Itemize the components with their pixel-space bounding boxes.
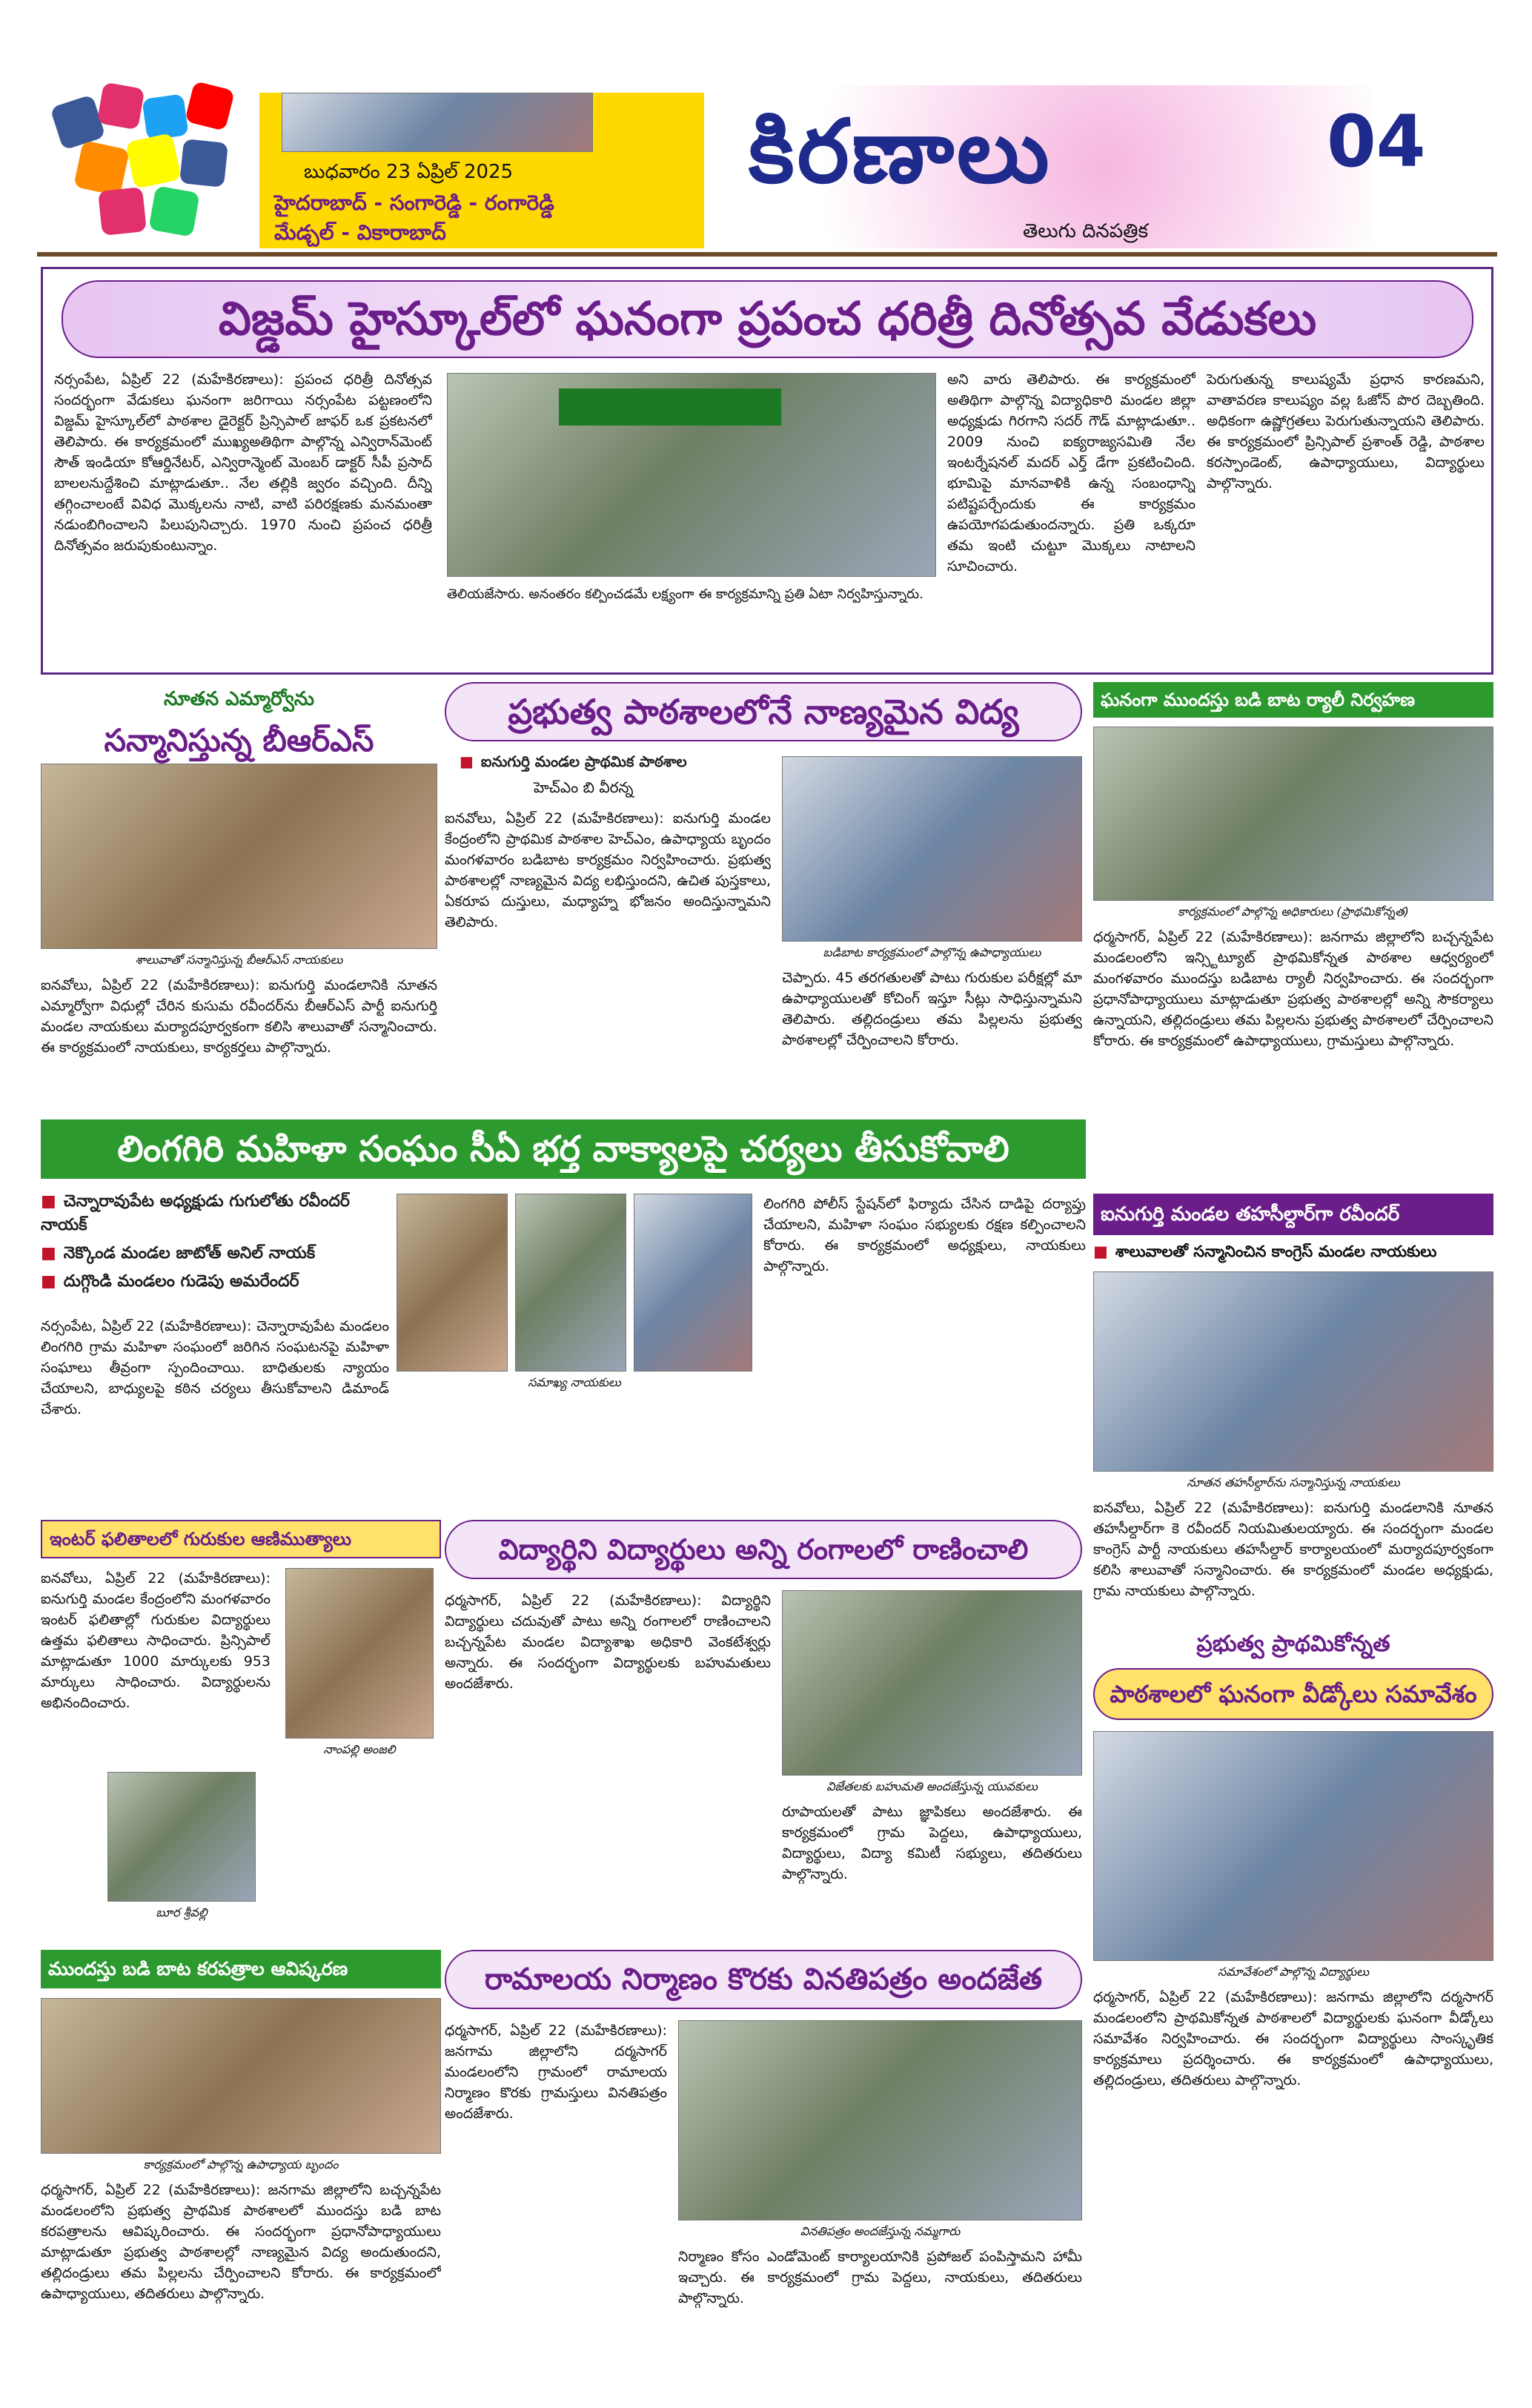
farewell-headline: పాఠశాలలో ఘనంగా వీడ్కోలు సమావేశం (1110, 1680, 1477, 1708)
tahsildar-sub: ■ శాలువాలతో సన్మానించిన కాంగ్రెస్ మండల నాయకులు (1093, 1243, 1436, 1265)
portrait-1 (397, 1194, 508, 1372)
temple-story (445, 1950, 1082, 2387)
farewell-kicker: ప్రభుత్వ ప్రాథమికోన్నత (1196, 1631, 1390, 1657)
paper-name-block (704, 85, 1371, 248)
govt-school-photo (782, 756, 1082, 942)
temple-col1: ధర్మసాగర్, ఏప్రిల్ 22 (మహేకిరణాలు): జనగామ జిల్లాలోని దర్మసాగర్ మండలంలోని గ్రామంలో రామాలయ నిర్మాణం కొరకు గ్రామస్తులు వినతిపత్రం అందజేశారు. (445, 2022, 667, 2122)
inter-headline-bar (41, 1520, 441, 1558)
lead-col-3: పెరుగుతున్న కాలుష్యమే ప్రధాన కారణమని, వాతావరణ కాలుష్యం వల్ల ఓజోన్ పొర దెబ్బతింది. అధికంగా ఉష్ణోగ్రతలు పెరుగుతున్నాయని తెలిపారు. ఈ కార్యక్రమంలో ప్రిన్సిపాల్ ప్రశాంత్ రెడ్డి, పాఠశాల కరస్పాండెంట్, ఉపాధ్యాయులు, విద్యార్థులు పాల్గొన్నారు. (1207, 371, 1485, 492)
inter-headline: ఇంటర్ ఫలితాలలో గురుకుల ఆణిముత్యాలు (50, 1529, 352, 1549)
temple-caption: వినతిపత్రం అందజేస్తున్న నమ్మగారు (800, 2224, 961, 2238)
pamphlets-headline: ముందస్తు బడి బాట కరపత్రాల ఆవిష్కరణ (48, 1958, 348, 1979)
lead-col-1: నర్సంపేట, ఏప్రిల్ 22 (మహేకిరణాలు): ప్రపంచ ధరిత్రీ దినోత్సవ సందర్భంగా వేడుకలు ఘనంగా జరిగాయి నర్సంపేట పట్టణంలోని విజ్డమ్ హైస్కూల్‌లో పాఠశాల డైరెక్టర్ ప్రిన్సిపాల్ జాఫర్ ఒక ప్రకటనలో తెలిపారు. ఈ కార్యక్రమంలో ముఖ్యఅతిథిగా పాల్గొన్న ఎన్విరాన్‌మెంట్ సౌత్ ఇండియా కోఆర్డినేటర్, ఎన్విరాన్మెంట్ మెంబర్ డాక్టర్ సీపీ ప్రసాద్ బాలలనుద్దేశించి మాట్లాడుతూ.. నేల తల్లికి జ్వరం వచ్చింది. దీన్ని తగ్గించాలంటే వివిధ మొక్కలను నాటి, వాటి పరిరక్షణకు మనమంతా నడుంబిగించాలని పిలుపునిచ్చారు. 1970 నుంచి ప్రపంచ ధరిత్రీ దినోత్సవం జరుపుకుంటున్నాం. (54, 371, 432, 554)
portrait-3 (634, 1194, 752, 1372)
student-photo-2 (107, 1772, 256, 1902)
masthead-rule (37, 252, 1497, 257)
mro-photo (41, 764, 437, 949)
students-col2: రూపాయలతో పాటు జ్ఞాపికలు అందజేశారు. ఈ కార్యక్రమంలో గ్రామ పెద్దలు, ఉపాధ్యాయులు, విద్యార్థులు, విద్యా కమిటీ సభ్యులు, తదితరులు పాల్గొన్నారు. (782, 1804, 1082, 1882)
lead-story (41, 267, 1493, 675)
city-skyline-image (282, 93, 593, 152)
masthead-date-banner (259, 93, 719, 248)
govt-school-sub1: ■ ఐనుగుర్తి మండల ప్రాథమిక పాఠశాల (460, 752, 687, 774)
lingagiri-bullet-3: ■ దుగ్గొండి మండలం గుడెపు అమరేందర్ (41, 1270, 389, 1294)
tahsildar-headline: ఐనుగుర్తి మండల తహసీల్దార్‌గా రవీందర్ (1101, 1203, 1400, 1226)
pamphlets-photo (41, 1998, 441, 2154)
farewell-body: ధర్మసాగర్, ఏప్రిల్ 22 (మహేకిరణాలు): జనగామ జిల్లాలోని దర్మసాగర్ మండలంలోని ప్రాథమికోన్నత పాఠశాలలో విద్యార్థులకు ఘనంగా వీడ్కోలు సమావేశం నిర్వహించారు. ఈ సందర్భంగా విద్యార్థులు సాంస్కృతిక కార్యక్రమాలు ప్రదర్శించారు. ఈ కార్యక్రమంలో ఉపాధ్యాయులు, తల్లిదండ్రులు, తదితరులు పాల్గొన్నారు. (1093, 1989, 1493, 2088)
lingagiri-story (41, 1119, 1086, 1512)
pamphlets-story (41, 1950, 441, 2387)
tahsildar-story (1093, 1194, 1493, 1609)
paper-name: కిరణాలు (749, 100, 1052, 202)
lingagiri-bullets (41, 1190, 389, 1294)
tahsildar-photo (1093, 1271, 1493, 1472)
lingagiri-headline: లింగగిరి మహిళా సంఘం సీఏ భర్త వాక్యాలపై చర్యలు తీసుకోవాలి (117, 1128, 1009, 1170)
rally-headline: ఘనంగా ముందస్తు బడి బాట ర్యాలీ నిర్వహణ (1101, 689, 1416, 710)
temple-headline-bar (445, 1950, 1082, 2009)
students-caption: విజేతలకు బహుమతి అందజేస్తున్న యువకులు (826, 1779, 1038, 1793)
pamphlets-body: ధర్మసాగర్, ఏప్రిల్ 22 (మహేకిరణాలు): జనగామ జిల్లాలోని బచ్చన్నపేట మండలంలోని ప్రభుత్వ ప్రాథమిక పాఠశాలలో ముందస్తు బడి బాట కరపత్రాలను ఆవిష్కరించారు. ఈ సందర్భంగా ప్రధానోపాధ్యాయులు మాట్లాడుతూ ప్రభుత్వ పాఠశాలల్లో నాణ్యమైన విద్య అందుతుందని, తల్లిదండ్రులు తమ పిల్లలను చేర్పించాలని కోరారు. ఈ కార్యక్రమంలో ఉపాధ్యాయులు, తదితరులు పాల్గొన్నారు. (41, 2182, 441, 2302)
lead-photo (447, 373, 936, 577)
rally-headline-bar (1093, 682, 1493, 718)
cities-line-2: మేడ్చల్ - వికారాబాద్ (274, 220, 446, 245)
rally-body: ధర్మసాగర్, ఏప్రిల్ 22 (మహేకిరణాలు): జనగామ జిల్లాలోని బచ్చన్నపేట మండలంలోని ఇన్స్టిట్యూట్ ప్రాథమికోన్నత పాఠశాల ఆధ్వర్యంలో మంగళవారం ముందస్తు బడిబాట ర్యాలీ నిర్వహించారు. ఈ సందర్భంగా ప్రధానోపాధ్యాయులు మాట్లాడుతూ ప్రభుత్వ పాఠశాలల్లో అన్ని సౌకర్యాలు ఉన్నాయని, తల్లిదండ్రులు తమ పిల్లలను ప్రభుత్వ పాఠశాలలో చేర్పించాలని కోరారు. ఈ కార్యక్రమంలో ఉపాధ్యాయులు, గ్రామస్తులు పాల్గొన్నారు. (1093, 929, 1493, 1049)
mro-caption: శాలువాతో సన్మానిస్తున్న బీఆర్ఎస్ నాయకులు (135, 953, 343, 967)
mro-body: ఐనవోలు, ఏప్రిల్ 22 (మహేకిరణాలు): ఐనుగుర్తి మండలానికి నూతన ఎమ్మార్వోగా విధుల్లో చేరిన కుసుమ రవీందర్‌ను బీఆర్ఎస్ పార్టీ ఐనుగుర్తి మండల నాయకులు మర్యాదపూర్వకంగా కలిసి శాలువాతో సన్మానించారు. ఈ కార్యక్రమంలో నాయకులు, కార్యకర్తలు పాల్గొన్నారు. (41, 977, 437, 1056)
pamphlets-caption: కార్యక్రమంలో పాల్గొన్న ఉపాధ్యాయ బృందం (143, 2157, 339, 2172)
date-line: బుధవారం 23 ఏప్రిల్ 2025 (304, 161, 514, 183)
temple-col2: నిర్మాణం కోసం ఎండోమెంట్ కార్యాలయానికి ప్రపోజల్ పంపిస్తామని హామీ ఇచ్చారు. ఈ కార్యక్రమంలో గ్రామ పెద్దలు, నాయకులు, తదితరులు పాల్గొన్నారు. (678, 2249, 1082, 2306)
govt-school-col2: చెప్పారు. 45 తరగతులతో పాటు గురుకుల పరీక్షల్లో మా ఉపాధ్యాయులతో కోచింగ్ ఇస్తూ సీట్లు సాధిస్తున్నామని తెలిపారు. తల్లిదండ్రులు తమ పిల్లలను ప్రభుత్వ పాఠశాలల్లో చేర్పించాలని కోరారు. (782, 970, 1082, 1048)
farewell-headline-bar (1093, 1668, 1493, 1720)
lingagiri-body2: లింగగిరి పోలీస్ స్టేషన్‌లో ఫిర్యాదు చేసిన దాడిపై దర్యాప్తు చేయాలని, మహిళా సంఘం సభ్యులకు రక్షణ కల్పించాలని కోరారు. ఈ కార్యక్రమంలో అధ్యక్షులు, నాయకులు పాల్గొన్నారు. (763, 1196, 1086, 1274)
student-photo-1 (285, 1568, 434, 1739)
rally-photo (1093, 727, 1493, 901)
govt-school-col1: ఐనవోలు, ఏప్రిల్ 22 (మహేకిరణాలు): ఐనుగుర్తి మండల కేంద్రంలోని ప్రాథమిక పాఠశాల హెచ్ఎం, ఉపాధ్యాయ బృందం మంగళవారం బడిబాట కార్యక్రమం నిర్వహించారు. ప్రభుత్వ పాఠశాలల్లో నాణ్యమైన విద్య లభిస్తుందని, ఉచిత పుస్తకాలు, ఏకరూప దుస్తులు, మధ్యాహ్న భోజనం అందిస్తున్నామని తెలిపారు. (445, 810, 771, 930)
lingagiri-headline-bar (41, 1119, 1086, 1179)
students-story (445, 1520, 1082, 1942)
portrait-2 (515, 1194, 626, 1372)
student-caption-1: నాంపల్లి అంజలి (323, 1742, 396, 1756)
lead-photo-caption: తెలియజేసారు. అనంతరం కల్పించడమే లక్ష్యంగా ఈ కార్యక్రమాన్ని ప్రతి ఏటా నిర్వహిస్తున్నారు. (447, 586, 923, 602)
rally-caption: కార్యక్రమంలో పాల్గొన్న అధికారులు (ప్రాథమికోన్నత) (1178, 904, 1409, 919)
cities-line-1: హైదరాబాద్ - సంగారెడ్డి - రంగారెడ్డి (274, 191, 554, 215)
students-headline: విద్యార్థిని విద్యార్థులు అన్ని రంగాలలో రాణించాలి (498, 1533, 1029, 1566)
govt-school-sub2: హెచ్ఎం బి వీరన్న (534, 778, 634, 796)
lead-col-2: అని వారు తెలిపారు. ఈ కార్యక్రమంలో అతిథిగా పాల్గొన్న విద్యాధికారి మండల జిల్లా అధ్యక్షుడు గిరగాని సదర్ గౌడ్ మాట్లాడుతూ.. 2009 నుంచి ఐక్యరాజ్యసమితి నేల ఇంటర్నేషనల్ మదర్ ఎర్త్ డేగా ప్రకటించింది. భూమిపై మానవాళికి ఉన్న సంబంధాన్ని పటిష్టపర్చేందుకు ఈ కార్యక్రమం ఉపయోగపడుతుందన్నారు. ప్రతి ఒక్కరూ తమ ఇంటి చుట్టూ మొక్కలు నాటాలని సూచించారు. (947, 371, 1196, 575)
lingagiri-bullet-2: ■ నెక్కొండ మండల జాటోత్ అనిల్ నాయక్ (41, 1242, 389, 1266)
tahsildar-body: ఐనవోలు, ఏప్రిల్ 22 (మహేకిరణాలు): ఐనుగుర్తి మండలానికి నూతన తహసీల్దార్‌గా కె రవీందర్ నియమితులయ్యారు. ఈ సందర్భంగా మండల కాంగ్రెస్ పార్టీ నాయకులు తహసీల్దార్ కార్యాలయంలో మర్యాదపూర్వకంగా కలిసి శాలువాతో సన్మానించారు. ఈ కార్యక్రమంలో మండల అధ్యక్షుడు, గ్రామ నాయకులు పాల్గొన్నారు. (1093, 1500, 1493, 1599)
mro-story (41, 682, 437, 1112)
masthead (37, 78, 1497, 252)
students-col1: ధర్మసాగర్, ఏప్రిల్ 22 (మహేకిరణాలు): విద్యార్థిని విద్యార్థులు చదువుతో పాటు అన్ని రంగాలలో రాణించాలని బచ్చన్నపేట మండల విద్యాశాఖ అధికారి వెంకటేశ్వర్లు అన్నారు. ఈ సందర్భంగా విద్యార్థులకు బహుమతులు అందజేశారు. (445, 1592, 771, 1692)
inter-body: ఐనవోలు, ఏప్రిల్ 22 (మహేకిరణాలు): ఐనుగుర్తి మండల కేంద్రంలోని మంగళవారం ఇంటర్ ఫలితాల్లో గురుకుల విద్యార్థులు ఉత్తమ ఫలితాలు సాధించారు. ప్రిన్సిపాల్ మాట్లాడుతూ 1000 మార్కులకు 953 మార్కులు సాధించారు. విద్యార్థులను అభినందించారు. (41, 1570, 271, 1711)
student-caption-2: బూర శ్రీవల్లి (156, 1905, 208, 1919)
lingagiri-photo-caption: సమాఖ్య నాయకులు (528, 1375, 621, 1389)
temple-headline: రామాలయ నిర్మాణం కొరకు వినతిపత్రం అందజేత (484, 1962, 1043, 1997)
page-number: 04 (1327, 100, 1426, 183)
govt-school-caption: బడిబాట కార్యక్రమంలో పాల్గొన్న ఉపాధ్యాయులు (823, 945, 1041, 959)
pamphlets-headline-bar (41, 1950, 441, 1988)
lead-headline-bar (62, 280, 1473, 358)
lingagiri-bullet-1: ■ చెన్నారావుపేట అధ్యక్షుడు గుగులోతు రవీందర్ నాయక్ (41, 1190, 389, 1237)
temple-photo (678, 2020, 1082, 2220)
lingagiri-body1: నర్సంపేట, ఏప్రిల్ 22 (మహేకిరణాలు): చెన్నారావుపేట మండలం లింగగిరి గ్రామ మహిళా సంఘంలో జరిగిన సంఘటనపై మహిళా సంఘాలు తీవ్రంగా స్పందించాయి. బాధితులకు న్యాయం చేయాలని, బాధ్యులపై కఠిన చర్యలు తీసుకోవాలని డిమాండ్ చేశారు. (41, 1318, 389, 1418)
farewell-story (1093, 1616, 1493, 2387)
inter-story (41, 1520, 441, 1935)
govt-school-story (445, 682, 1082, 1112)
paper-tagline: తెలుగు దినపత్రిక (1023, 220, 1149, 242)
farewell-caption: సమావేశంలో పాల్గొన్న విద్యార్థులు (1217, 1965, 1369, 1979)
lead-headline: విజ్డమ్ హైస్కూల్‌లో ఘనంగా ప్రపంచ ధరిత్రీ దినోత్సవ వేడుకలు (218, 291, 1317, 345)
farewell-photo (1093, 1731, 1493, 1961)
mro-headline: సన్మానిస్తున్న బీఆర్ఎస్ (104, 722, 374, 758)
tahsildar-headline-bar (1093, 1194, 1493, 1235)
students-headline-bar (445, 1520, 1082, 1579)
govt-school-headline: ప్రభుత్వ పాఠశాలలోనే నాణ్యమైన విద్య (508, 692, 1019, 732)
lingagiri-portraits (397, 1194, 752, 1372)
tahsildar-caption: నూతన తహసీల్దార్‌ను సన్మానిస్తున్న నాయకులు (1187, 1475, 1400, 1489)
social-icons-graphic (56, 85, 248, 234)
govt-school-headline-bar (445, 682, 1082, 741)
students-photo (782, 1590, 1082, 1776)
mro-kicker: నూతన ఎమ్మార్వోను (163, 688, 314, 710)
rally-story (1093, 682, 1493, 1186)
